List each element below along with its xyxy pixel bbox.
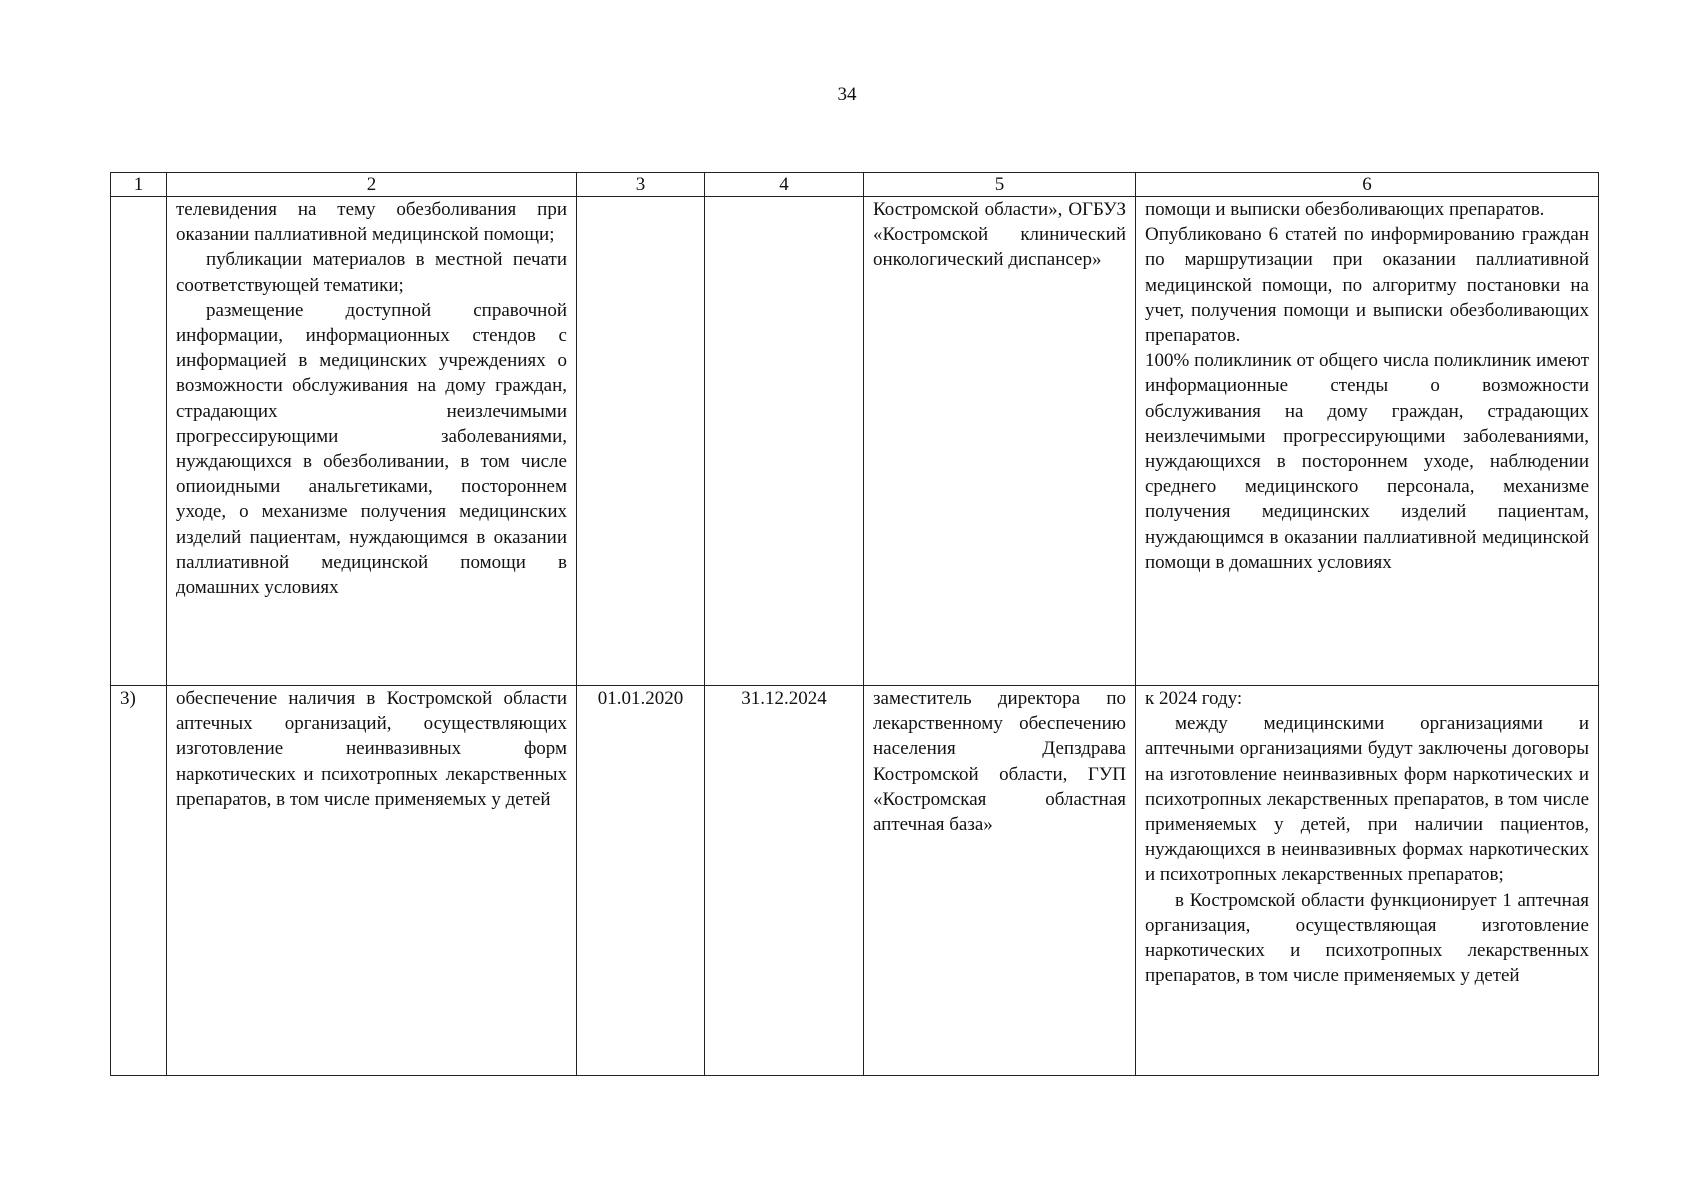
result-paragraph: к 2024 году:: [1145, 688, 1243, 709]
page-number: 34: [837, 84, 857, 105]
result-paragraph: в Костромской области функционирует 1 аптечная организация, осуществляющая изготовление наркотических и психотропных лекарственных препаратов, в том числе применяемых у детей: [1145, 889, 1589, 987]
activity-paragraph: публикации материалов в местной печати соответствующей тематики;: [176, 249, 567, 296]
responsible-cell: Костромской области», ОГБУЗ «Костромской клинический онкологический диспансер»: [864, 197, 1136, 686]
activity-paragraph: обеспечение наличия в Костромской области аптечных организаций, осуществляющих изготовление неинвазивных форм наркотических и психотропных лекарственных препаратов, в том числе применяемых у детей: [176, 688, 567, 810]
start-date-cell: [577, 197, 705, 686]
end-date-cell: 31.12.2024: [705, 686, 864, 1076]
activity-paragraph: телевидения на тему обезболивания при оказании паллиативной медицинской помощи;: [176, 199, 567, 246]
row-number: 3): [111, 686, 167, 1076]
col-header: 2: [167, 173, 577, 197]
result-paragraph: между медицинскими организациями и аптечными организациями будут заключены договоры на изготовление неинвазивных форм наркотических и психотропных лекарственных препаратов, в том числе применяемых у детей, при наличии пациентов, нуждающихся в неинвазивных формах наркотических и психотропных лекарственных препаратов;: [1145, 713, 1589, 886]
col-header: 4: [705, 173, 864, 197]
start-date-cell: 01.01.2020: [577, 686, 705, 1076]
result-cell: [1136, 686, 1599, 1076]
activity-paragraph: размещение доступной справочной информации, информационных стендов с информацией в медицинских учреждениях о возможности обслуживания на дому граждан, страдающих неизлечимыми прогрессирующими заболеваниями, нуждающихся в обезболивании, в том числе опиоидными анальгетиками, постороннем уходе, о механизме получения медицинских изделий пациентам, нуждающимся в оказании паллиативной медицинской помощи в домашних условиях: [176, 299, 567, 599]
col-header: 6: [1136, 173, 1599, 197]
responsible-cell: заместитель директора по лекарственному обеспечению населения Депздрава Костромской области, ГУП «Костромская областная аптечная база»: [864, 686, 1136, 1076]
result-paragraph: Опубликовано 6 статей по информированию граждан по маршрутизации при оказании паллиативной медицинской помощи, по алгоритму постановки на учет, получения помощи и выписки обезболивающих препаратов.: [1145, 224, 1589, 347]
col-header: 3: [577, 173, 705, 197]
table-row: [111, 686, 1599, 1076]
result-paragraph: 100% поликлиник от общего числа поликлиник имеют информационные стенды о возможности обслуживания на дому граждан, страдающих неизлечимыми прогрессирующими заболеваниями, нуждающихся в постороннем уходе, наблюдении среднего медицинского персонала, механизме получения медицинских изделий пациентам, нуждающимся в оказании паллиативной медицинской помощи в домашних условиях: [1145, 350, 1589, 573]
end-date-cell: [705, 197, 864, 686]
table-row: [111, 197, 1599, 686]
activity-cell: [167, 197, 577, 686]
result-paragraph: помощи и выписки обезболивающих препаратов.: [1145, 199, 1545, 220]
result-cell: [1136, 197, 1599, 686]
plan-table: [110, 172, 1599, 1076]
col-header: 5: [864, 173, 1136, 197]
activity-cell: [167, 686, 577, 1076]
col-header: 1: [111, 173, 167, 197]
row-number: [111, 197, 167, 686]
table-header-row: [111, 173, 1599, 197]
